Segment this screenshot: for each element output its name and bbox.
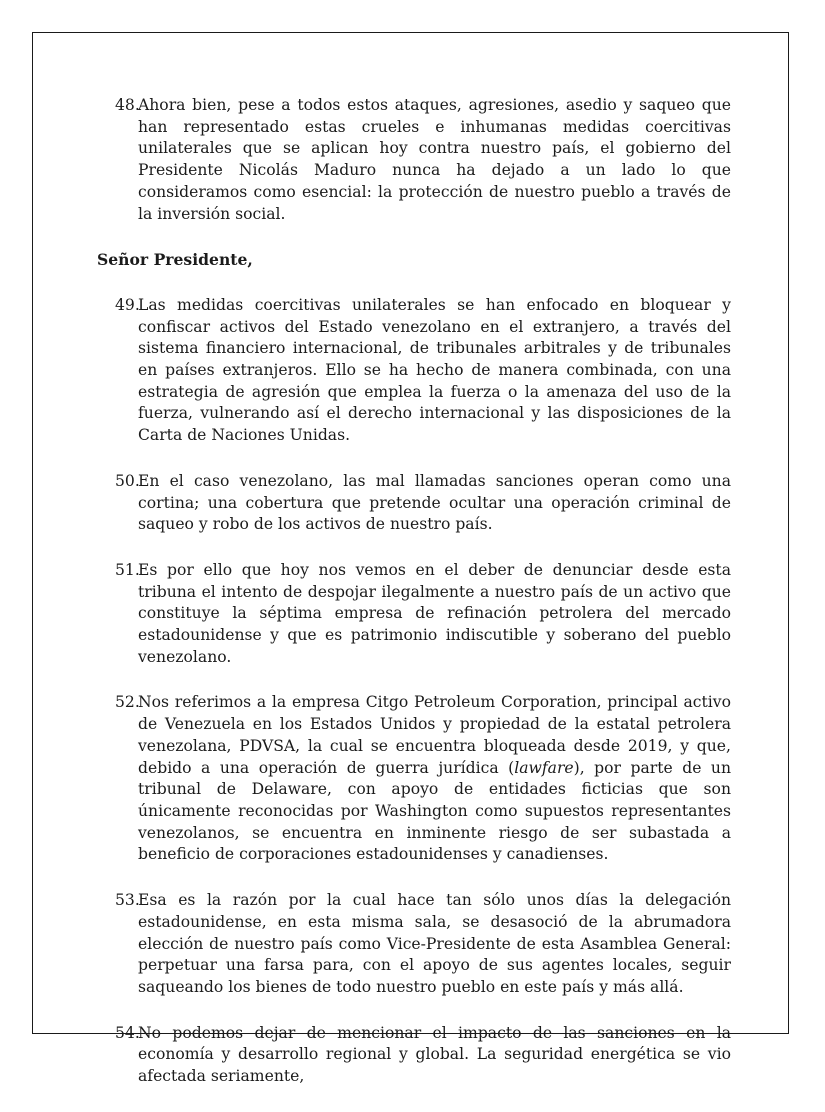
text-segment: En el caso venezolano, las mal llamadas sanciones operan como una cortina; una cobertura que pretende ocultar una operación criminal de saqueo y robo de los activos de nuestro país. (138, 471, 731, 534)
text-segment: Nos referimos a la empresa Citgo Petroleum Corporation, principal activo de Venezuela en los Estados Unidos y propiedad de la estatal petrolera venezolana, PDVSA, la cual se encuentra bloqueada desde 2019, y que, debido a una operación de guerra jurídica ( (138, 693, 731, 777)
paragraph-text (138, 471, 731, 536)
paragraph-text (138, 890, 731, 999)
paragraph-text (138, 692, 731, 866)
italic-term: lawfare (514, 758, 574, 777)
paragraph-number: 53. (115, 891, 140, 910)
paragraph-number: 51. (115, 560, 140, 579)
text-segment: No podemos dejar de mencionar el impacto de las sanciones en la economía y desarrollo regional y global. La seguridad energética se vio afectada seriamente, (138, 1023, 731, 1086)
page-content (97, 95, 731, 1112)
paragraph-text (138, 295, 731, 447)
numbered-paragraph (115, 560, 731, 669)
text-segment: Ahora bien, pese a todos estos ataques, agresiones, asedio y saqueo que han representado estas crueles e inhumanas medidas coercitivas unilaterales que se aplican hoy contra nuestro país, el gobierno del Presidente Nicolás Maduro nunca ha dejado a un lado lo que consideramos como esencial: la protección de nuestro pueblo a través de la inversión social. (138, 96, 731, 223)
paragraph-text (138, 95, 731, 225)
text-segment: Es por ello que hoy nos vemos en el deber de denunciar desde esta tribuna el intento de despojar ilegalmente a nuestro país de un activo que constituye la séptima empresa de refinación petrolera del mercado estadounidense y que es patrimonio indiscutible y soberano del pueblo venezolano. (138, 560, 731, 666)
numbered-paragraph (115, 295, 731, 447)
numbered-paragraph (115, 95, 731, 225)
paragraph-number: 48. (115, 96, 140, 114)
paragraph-text (138, 1023, 731, 1088)
page-border-frame (32, 32, 789, 1086)
paragraph-number: 52. (115, 693, 140, 712)
numbered-paragraph (115, 1023, 731, 1088)
numbered-paragraph (115, 692, 731, 866)
text-segment: ), por parte de un tribunal de Delaware, con apoyo de entidades ficticias que son únicamente reconocidas por Washington como supuestos representantes venezolanos, se encuentra en inminente riesgo de ser subastada a beneficio de corporaciones estadounidenses y canadienses. (138, 758, 731, 864)
paragraph-number: 49. (115, 295, 140, 314)
paragraph-number: 50. (115, 471, 140, 490)
numbered-paragraph (115, 890, 731, 999)
salutation-heading: Señor Presidente, (97, 250, 253, 270)
paragraph-text (138, 560, 731, 669)
text-segment: Esa es la razón por la cual hace tan sólo unos días la delegación estadounidense, en esta misma sala, se desasoció de la abrumadora elección de nuestro país como Vice-Presidente de esta Asamblea General: perpetuar una farsa para, con el apoyo de sus agentes locales, seguir saqueando los bienes de todo nuestro pueblo en este país y más allá. (138, 891, 731, 996)
paragraph-number: 54. (115, 1023, 140, 1042)
text-segment: Las medidas coercitivas unilaterales se han enfocado en bloquear y confiscar activos del Estado venezolano en el extranjero, a través del sistema financiero internacional, de tribunales arbitrales y de tribunales en países extranjeros. Ello se ha hecho de manera combinada, con una estrategia de agresión que emplea la fuerza o la amenaza del uso de la fuerza, vulnerando así el derecho internacional y las disposiciones de la Carta de Naciones Unidas. (138, 295, 731, 445)
numbered-paragraph (115, 471, 731, 536)
